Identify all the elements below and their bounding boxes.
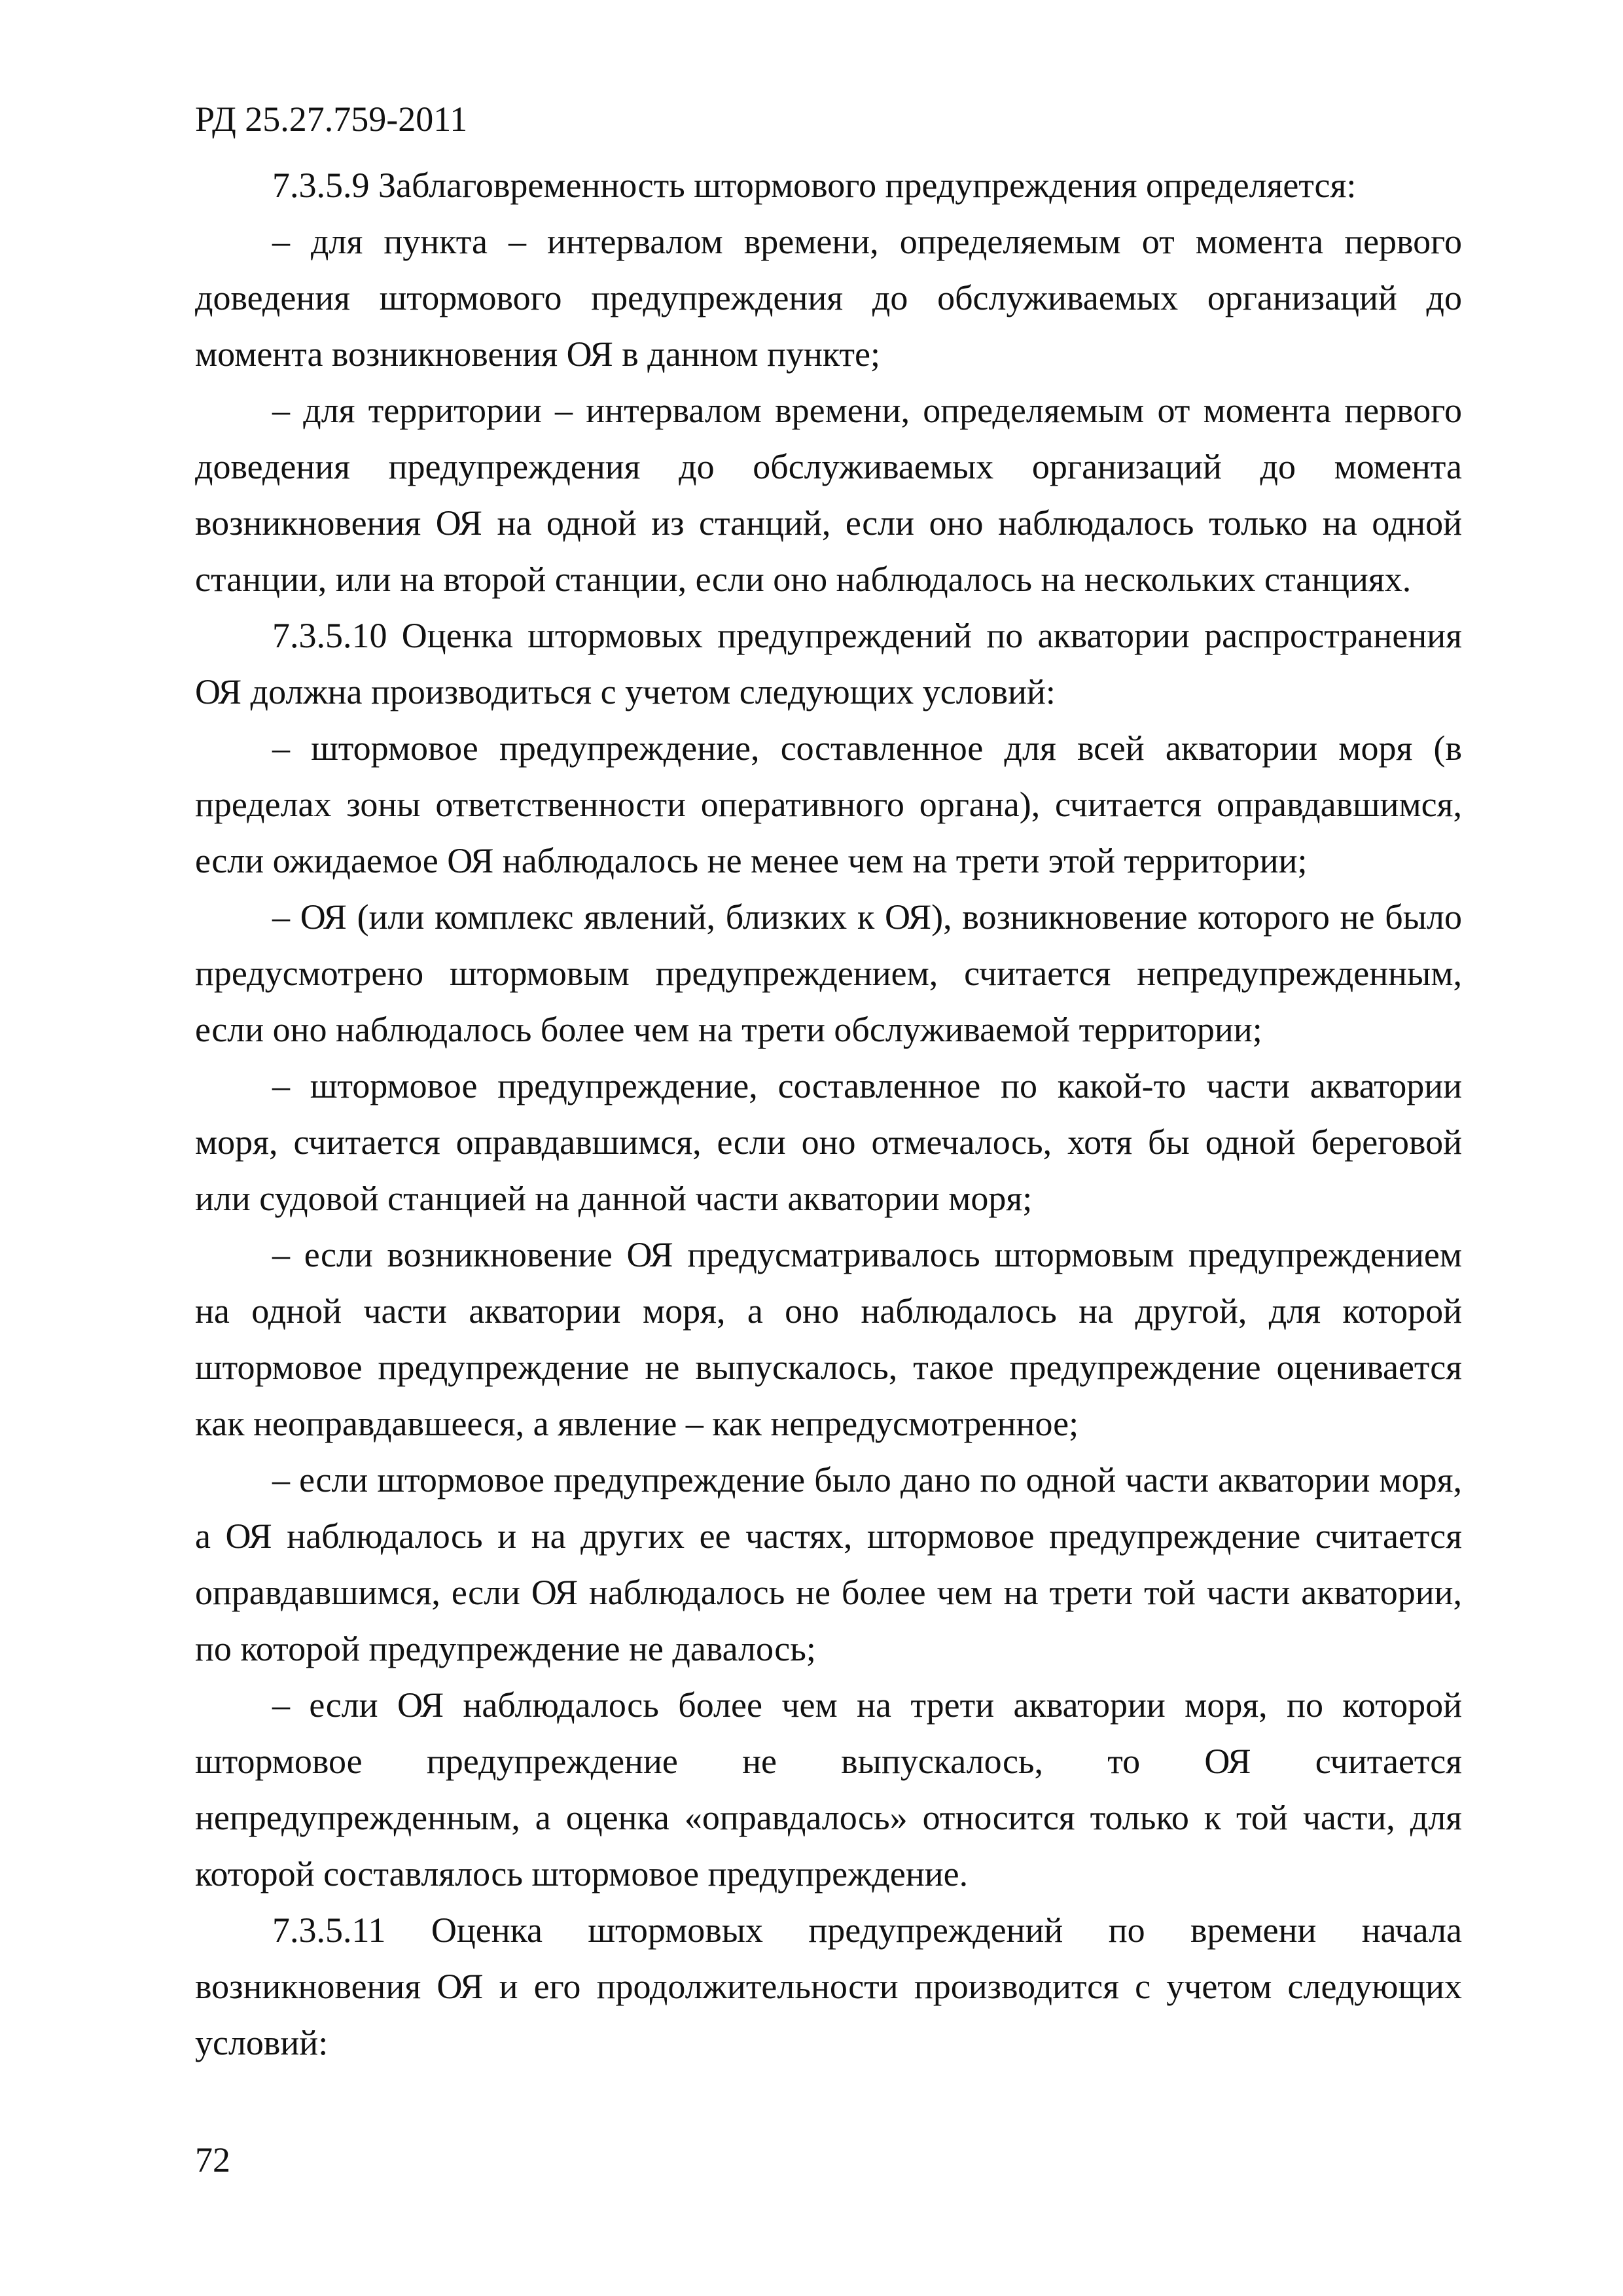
- document-header: РД 25.27.759-2011: [195, 99, 468, 139]
- list-item-other-part: – если возникновение ОЯ предусматривалось штормовым предупреждением на одной части акватории моря, а оно наблюдалось на другой, для которой штормовое предупреждение не выпускалось, такое предупреждение оценивается как неоправдавшееся, а явление – как непредусмотренное;: [195, 1235, 1462, 1443]
- page-number: 72: [195, 2140, 230, 2179]
- document-body: [195, 157, 1462, 2071]
- paragraph-7-3-5-9: 7.3.5.9 Заблаговременность штормового предупреждения определяется:: [272, 166, 1357, 205]
- paragraph-7-3-5-11: 7.3.5.11 Оценка штормовых предупреждений по времени начала возникновения ОЯ и его продолжительности производится с учетом следующих условий:: [195, 1910, 1462, 2062]
- paragraph-territory-definition: – для территории – интервалом времени, определяемым от момента первого доведения предупреждения до обслуживаемых организаций до момента возникновения ОЯ на одной из станций, если оно наблюдалось только на одной станции, или на второй станции, если оно наблюдалось на нескольких станциях.: [195, 391, 1462, 599]
- list-item-part-of-sea: – штормовое предупреждение, составленное по какой-то части акватории моря, считается оправдавшимся, если оно отмечалось, хотя бы одной береговой или судовой станцией на данной части акватории моря;: [195, 1066, 1462, 1218]
- paragraph-point-definition: – для пункта – интервалом времени, определяемым от момента первого доведения штормового предупреждения до обслуживаемых организаций до момента возникновения ОЯ в данном пункте;: [195, 222, 1462, 374]
- list-item-observed-elsewhere: – если штормовое предупреждение было дано по одной части акватории моря, а ОЯ наблюдалось и на других ее частях, штормовое предупреждение считается оправдавшимся, если ОЯ наблюдалось не более чем на трети той части акватории, по которой предупреждение не давалось;: [195, 1460, 1462, 1668]
- paragraph-7-3-5-10: 7.3.5.10 Оценка штормовых предупреждений по акватории распространения ОЯ должна производиться с учетом следующих условий:: [195, 616, 1462, 711]
- list-item-unforecast: – ОЯ (или комплекс явлений, близких к ОЯ), возникновение которого не было предусмотрено штормовым предупреждением, считается непредупрежденным, если оно наблюдалось более чем на трети обслуживаемой территории;: [195, 897, 1462, 1049]
- list-item-more-than-third: – если ОЯ наблюдалось более чем на трети акватории моря, по которой штормовое предупреждение не выпускалось, то ОЯ считается непредупрежденным, а оценка «оправдалось» относится только к той части, для которой составлялось штормовое предупреждение.: [195, 1685, 1462, 1893]
- list-item-whole-sea: – штормовое предупреждение, составленное для всей акватории моря (в пределах зоны ответственности оперативного органа), считается оправдавшимся, если ожидаемое ОЯ наблюдалось не менее чем на трети этой территории;: [195, 728, 1462, 880]
